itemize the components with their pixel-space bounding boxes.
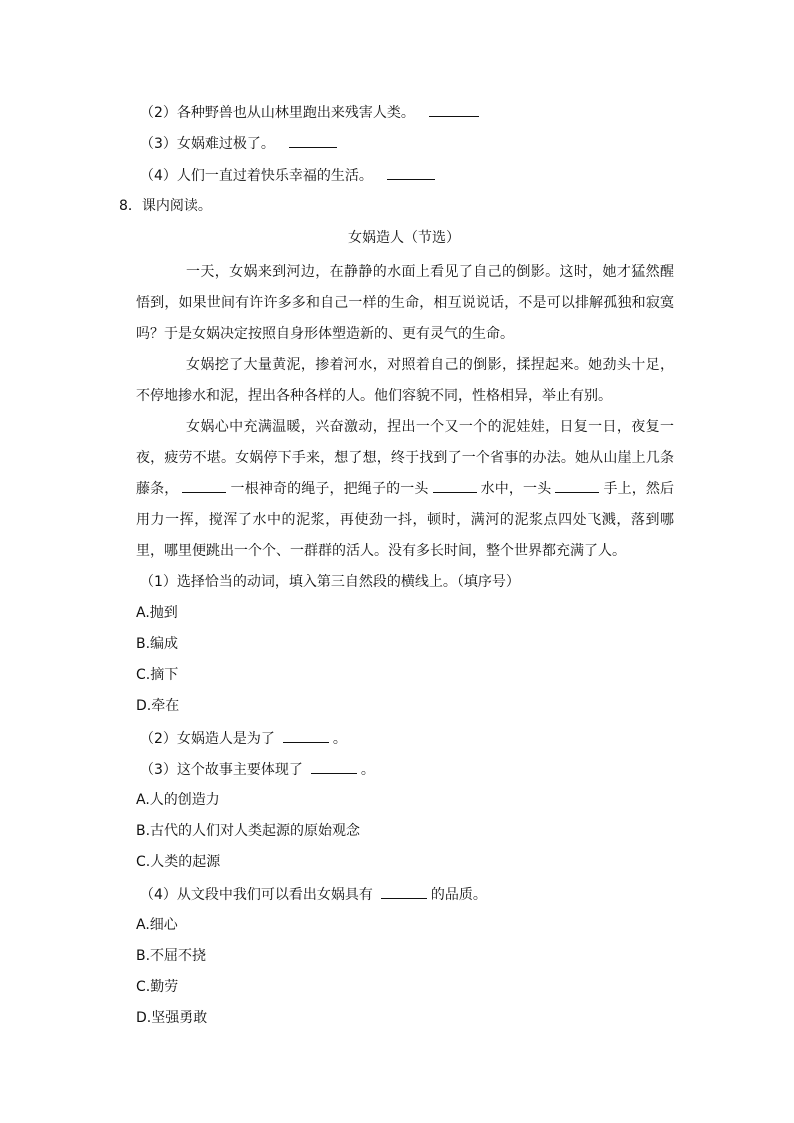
- answer-blank[interactable]: [283, 728, 329, 743]
- answer-blank[interactable]: [311, 759, 357, 774]
- sub-question-3: （3）这个故事主要体现了 。: [140, 759, 375, 780]
- passage-paragraph-3: 女娲心中充满温暖，兴奋激动，捏出一个又一个的泥娃娃，日复一日，夜复一夜，疲劳不堪。女娲停下手来，想了想，终于找到了一个省事的办法。她从山崖上几条藤条， 一根神奇的绳子，把绳子的一头 水中，一头 手上，然后用力一挥，搅浑了水中的泥浆，再使劲一抖，顿时，满河的泥浆点四处飞溅，落到哪里，哪里便跳出一个个、一群群的活人。没有多长时间，整个世界都充满了人。: [136, 419, 675, 559]
- option-a[interactable]: A.抛到: [136, 605, 178, 621]
- sub-question-2: （2）女娲造人是为了 。: [140, 728, 347, 749]
- question-8-heading: 8．课内阅读。: [119, 198, 212, 214]
- question-text: （3）女娲难过极了。: [140, 136, 275, 152]
- answer-blank-3[interactable]: [555, 478, 599, 493]
- sub-question-3-prompt: （3）这个故事主要体现了: [140, 762, 303, 778]
- answer-blank[interactable]: [289, 133, 337, 148]
- sub-question-4-prompt: （4）从文段中我们可以看出女娲具有: [140, 887, 373, 903]
- answer-blank[interactable]: [387, 165, 435, 180]
- passage-paragraph-2: 女娲挖了大量黄泥，掺着河水，对照着自己的倒影，揉捏起来。她劲头十足，不停地掺水和泥，捏出各种各样的人。他们容貌不同，性格相异，举止有别。: [136, 357, 674, 404]
- option-d[interactable]: D.牵在: [136, 698, 180, 714]
- answer-blank-2[interactable]: [433, 478, 477, 493]
- answer-blank[interactable]: [381, 884, 427, 899]
- option-c[interactable]: C.人类的起源: [136, 854, 221, 870]
- question-7-sub2: [140, 102, 483, 123]
- option-c[interactable]: C.摘下: [136, 667, 179, 683]
- option-a[interactable]: A.细心: [136, 917, 178, 933]
- sub-question-2-prompt: （2）女娲造人是为了: [140, 731, 275, 747]
- option-d[interactable]: D.坚强勇敢: [136, 1010, 208, 1026]
- option-b[interactable]: B.编成: [136, 636, 179, 652]
- option-b[interactable]: B.不屈不挠: [136, 948, 207, 964]
- question-text: （4）人们一直过着快乐幸福的生活。: [140, 168, 373, 184]
- sub-question-1-prompt: （1）选择恰当的动词，填入第三自然段的横线上。（填序号）: [140, 574, 520, 590]
- answer-blank[interactable]: [429, 102, 479, 117]
- answer-blank-1[interactable]: [182, 478, 226, 493]
- sub-question-4: （4）从文段中我们可以看出女娲具有 的品质。: [140, 884, 487, 905]
- question-7-sub3: [140, 133, 341, 154]
- option-b[interactable]: B.古代的人们对人类起源的原始观念: [136, 823, 361, 839]
- passage-paragraph-1: 一天，女娲来到河边，在静静的水面上看见了自己的倒影。这时，她才猛然醒悟到，如果世间有许许多多和自己一样的生命，相互说说话，不是可以排解孤独和寂寞吗？于是女娲决定按照自身形体塑造新的、更有灵气的生命。: [136, 264, 674, 342]
- question-text: （2）各种野兽也从山林里跑出来残害人类。: [140, 105, 415, 121]
- option-c[interactable]: C.勤劳: [136, 979, 179, 995]
- question-7-sub4: [140, 165, 439, 186]
- passage-title: 女娲造人（节选）: [348, 230, 460, 246]
- option-a[interactable]: A.人的创造力: [136, 792, 220, 808]
